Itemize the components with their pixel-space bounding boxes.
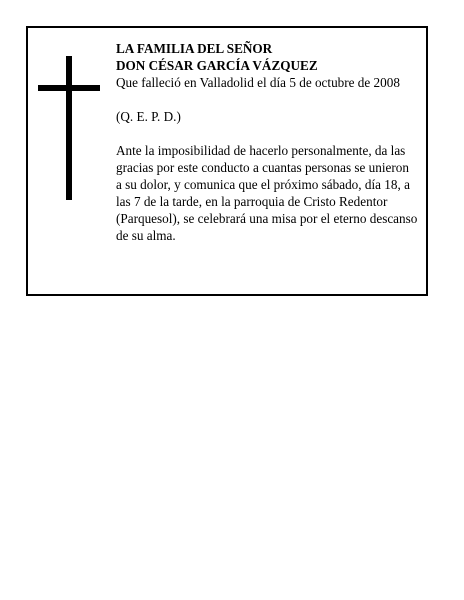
cross-icon xyxy=(38,56,100,200)
deceased-name: DON CÉSAR GARCÍA VÁZQUEZ xyxy=(116,58,318,73)
rip-abbreviation: (Q. E. P. D.) xyxy=(116,109,181,124)
death-details: Que falleció en Valladolid el día 5 de octubre de 2008 xyxy=(116,75,400,90)
family-heading: LA FAMILIA DEL SEÑOR xyxy=(116,41,273,56)
obituary-notice xyxy=(26,26,428,296)
notice-text xyxy=(116,40,418,244)
cross-vertical-bar xyxy=(66,56,72,200)
notice-body: Ante la imposibilidad de hacerlo personalmente, da las gracias por este conducto a cuantas personas se unieron a su dolor, y comunica que el próximo sábado, día 18, a las 7 de la tarde, en la parroquia de Cristo Redentor (Parquesol), se celebrará una misa por el eterno descanso de su alma. xyxy=(116,143,418,243)
cross-horizontal-bar xyxy=(38,85,100,91)
